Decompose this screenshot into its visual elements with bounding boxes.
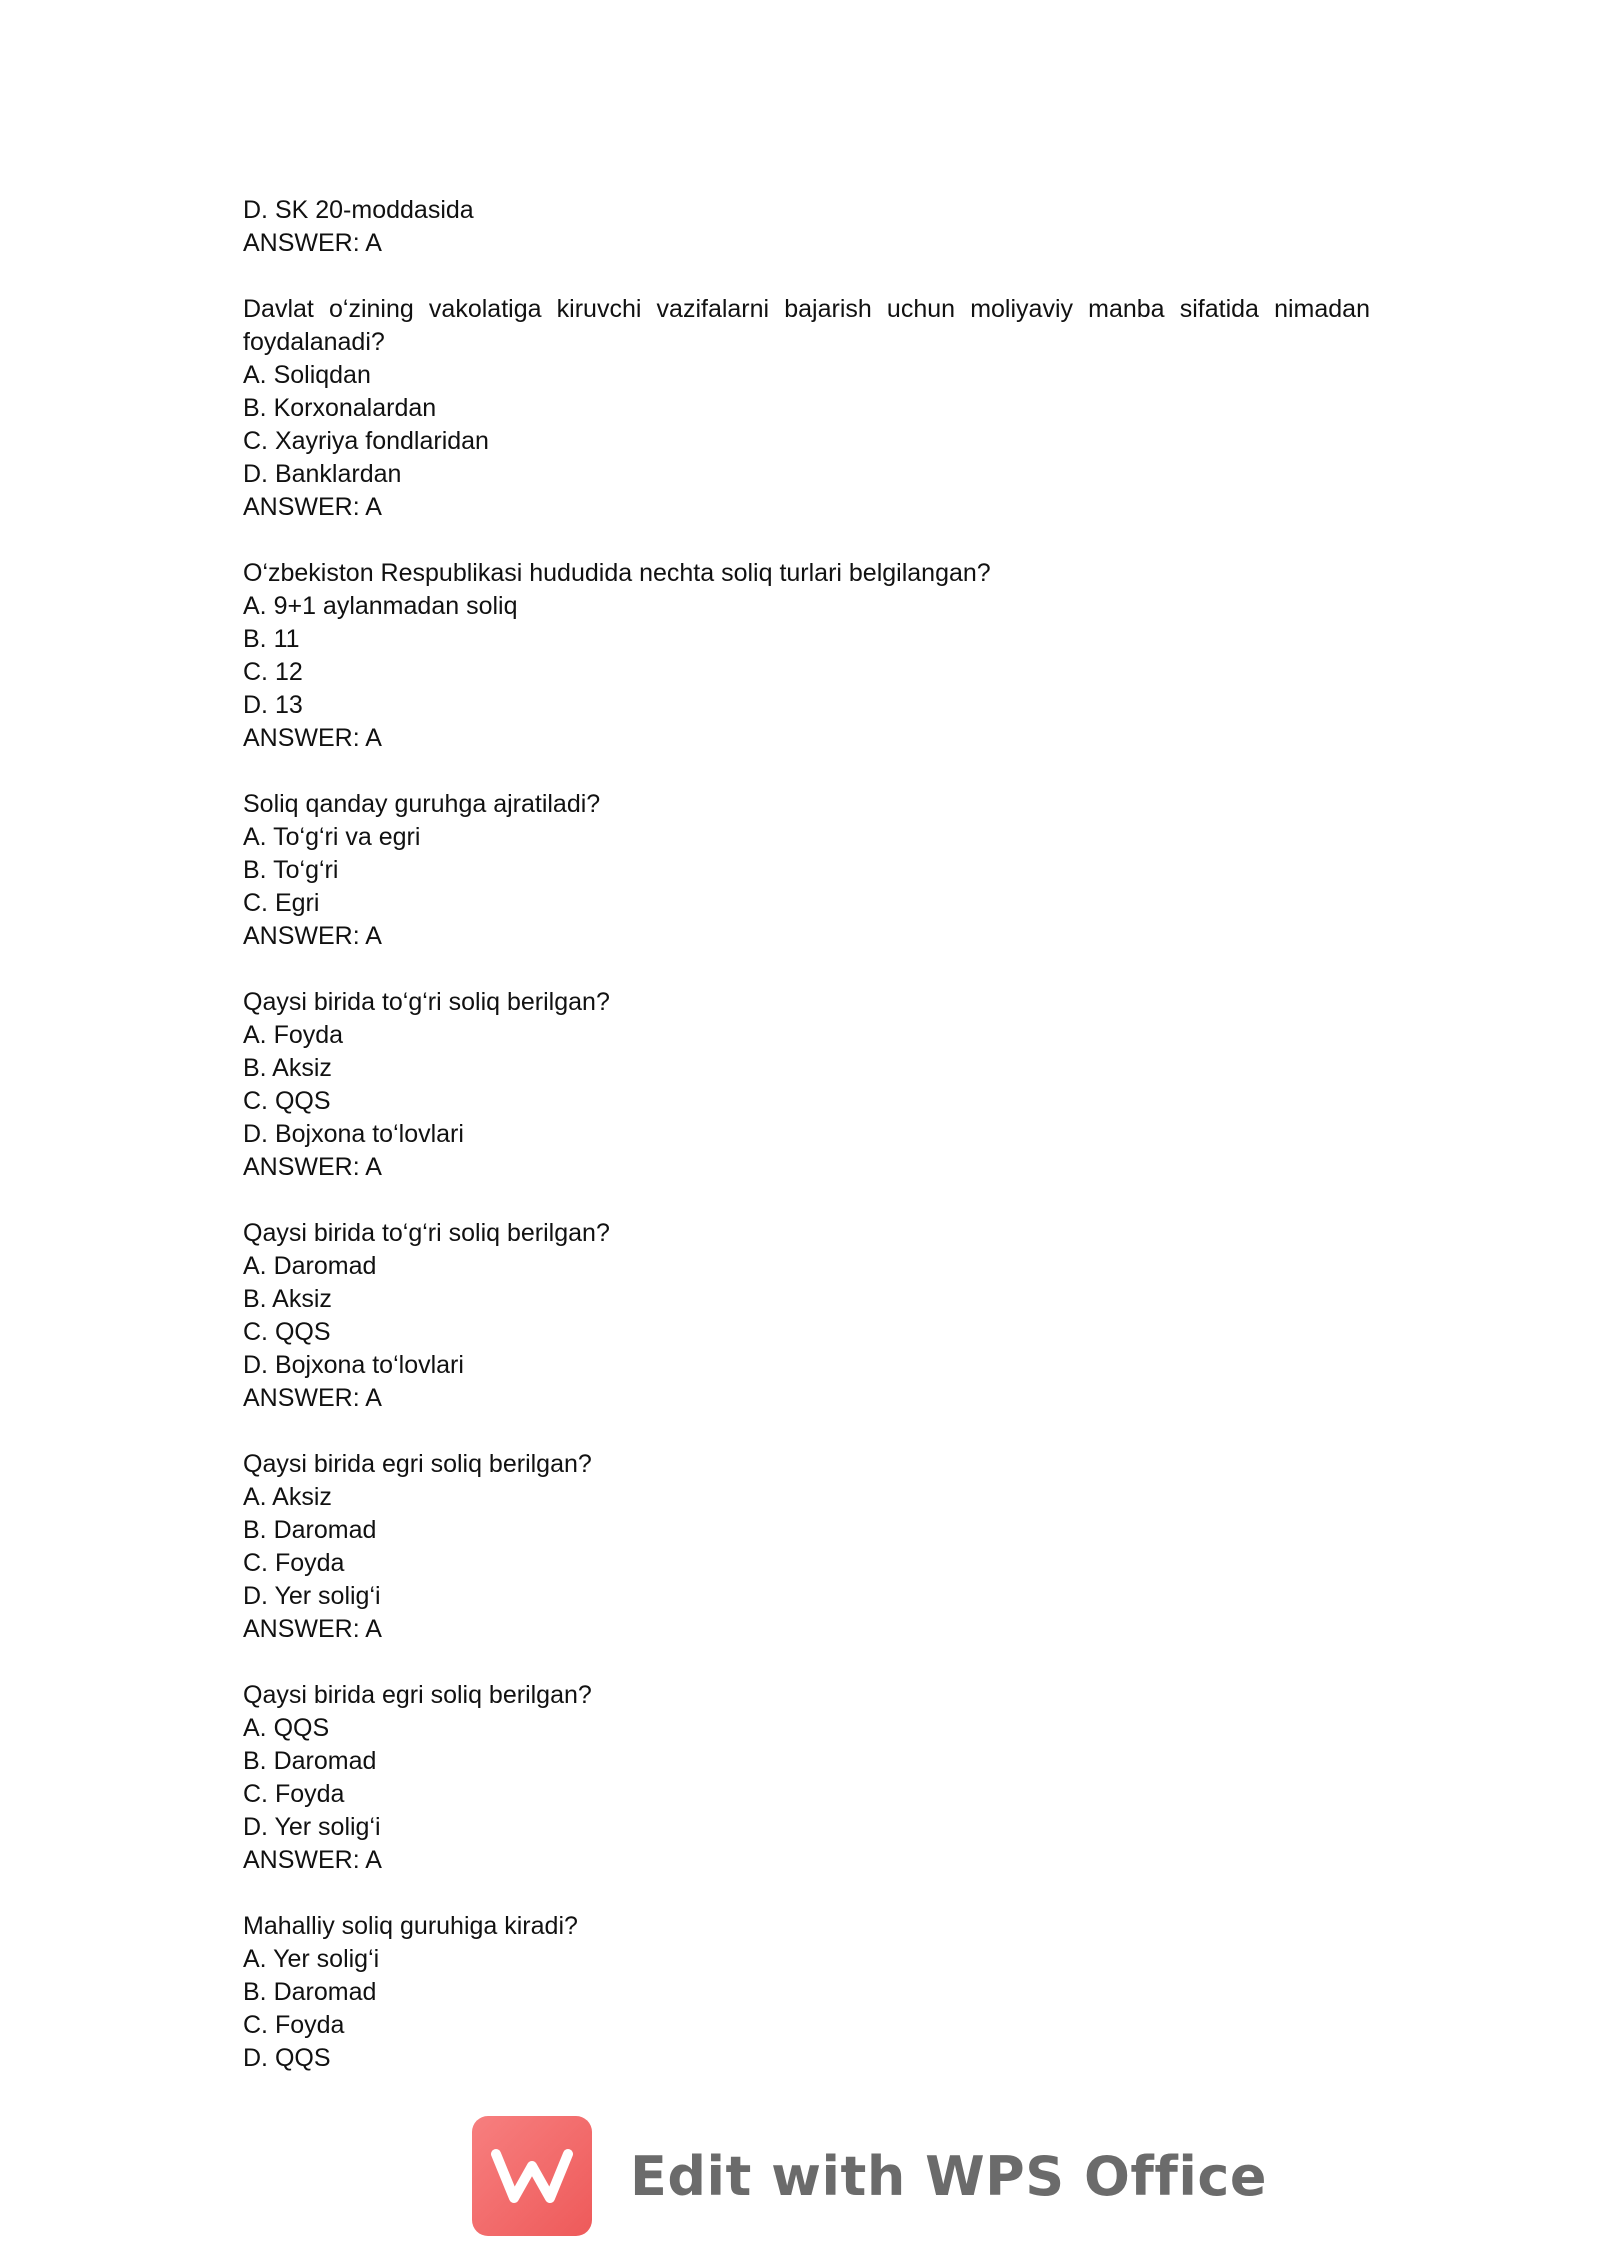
answer-option: B. Daromad (243, 1978, 377, 2006)
question-block (243, 986, 1370, 1184)
question-block (243, 1448, 1370, 1646)
option-d: D. SK 20-moddasida (243, 196, 474, 224)
answer-option: A. Daromad (243, 1252, 377, 1280)
answer-option: A. Aksiz (243, 1483, 332, 1511)
answer-option: D. Yer solig‘i (243, 1582, 381, 1610)
question-block (243, 293, 1370, 524)
answer-option: A. Yer solig‘i (243, 1945, 380, 1973)
answer-line: ANSWER: A (243, 229, 382, 257)
wps-w-glyph (490, 2146, 574, 2206)
question-text: Qaysi birida egri soliq berilgan? (243, 1450, 592, 1478)
answer-option: C. Foyda (243, 2011, 345, 2039)
question-text: Qaysi birida to‘g‘ri soliq berilgan? (243, 988, 610, 1016)
question-text: Davlat o‘zining vakolatiga kiruvchi vazifalarni bajarish uchun moliyaviy manba sifatida nimadan foydalanadi? (243, 295, 1370, 356)
answer-option: B. Aksiz (243, 1054, 332, 1082)
question-text: O‘zbekiston Respublikasi hududida nechta soliq turlari belgilangan? (243, 559, 991, 587)
answer-option: B. Daromad (243, 1747, 377, 1775)
document-page (243, 194, 1370, 2108)
answer-option: A. To‘g‘ri va egri (243, 823, 421, 851)
question-block (243, 1679, 1370, 1877)
answer-line: ANSWER: A (243, 922, 382, 950)
question-block (243, 788, 1370, 953)
answer-line: ANSWER: A (243, 724, 382, 752)
answer-option: C. Foyda (243, 1780, 345, 1808)
answer-option: B. Daromad (243, 1516, 377, 1544)
answer-option: A. QQS (243, 1714, 330, 1742)
question-text: Qaysi birida to‘g‘ri soliq berilgan? (243, 1219, 610, 1247)
question-block-prev-end (243, 194, 1370, 260)
question-block (243, 557, 1370, 755)
question-text: Soliq qanday guruhga ajratiladi? (243, 790, 601, 818)
answer-option: D. 13 (243, 691, 303, 719)
answer-option: D. QQS (243, 2044, 331, 2072)
answer-option: A. 9+1 aylanmadan soliq (243, 592, 518, 620)
answer-option: C. Foyda (243, 1549, 345, 1577)
answer-option: D. Banklardan (243, 460, 402, 488)
answer-option: C. QQS (243, 1318, 331, 1346)
question-text: Mahalliy soliq guruhiga kiradi? (243, 1912, 578, 1940)
wps-logo-icon (472, 2116, 592, 2236)
answer-option: D. Bojxona to‘lovlari (243, 1120, 464, 1148)
question-block (243, 1217, 1370, 1415)
answer-option: C. Xayriya fondlaridan (243, 427, 489, 455)
answer-line: ANSWER: A (243, 1615, 382, 1643)
answer-line: ANSWER: A (243, 1153, 382, 1181)
answer-option: C. Egri (243, 889, 320, 917)
question-list (243, 293, 1370, 2075)
answer-line: ANSWER: A (243, 1384, 382, 1412)
question-block (243, 1910, 1370, 2075)
answer-option: C. QQS (243, 1087, 331, 1115)
answer-option: D. Bojxona to‘lovlari (243, 1351, 464, 1379)
answer-option: A. Foyda (243, 1021, 344, 1049)
answer-option: C. 12 (243, 658, 303, 686)
wps-watermark[interactable] (472, 2115, 1267, 2237)
answer-line: ANSWER: A (243, 1846, 382, 1874)
answer-option: A. Soliqdan (243, 361, 371, 389)
question-text: Qaysi birida egri soliq berilgan? (243, 1681, 592, 1709)
answer-option: B. 11 (243, 625, 300, 653)
answer-option: B. Korxonalardan (243, 394, 437, 422)
wps-watermark-text: Edit with WPS Office (630, 2144, 1267, 2208)
answer-option: B. To‘g‘ri (243, 856, 339, 884)
answer-option: D. Yer solig‘i (243, 1813, 381, 1841)
answer-option: B. Aksiz (243, 1285, 332, 1313)
answer-line: ANSWER: A (243, 493, 382, 521)
